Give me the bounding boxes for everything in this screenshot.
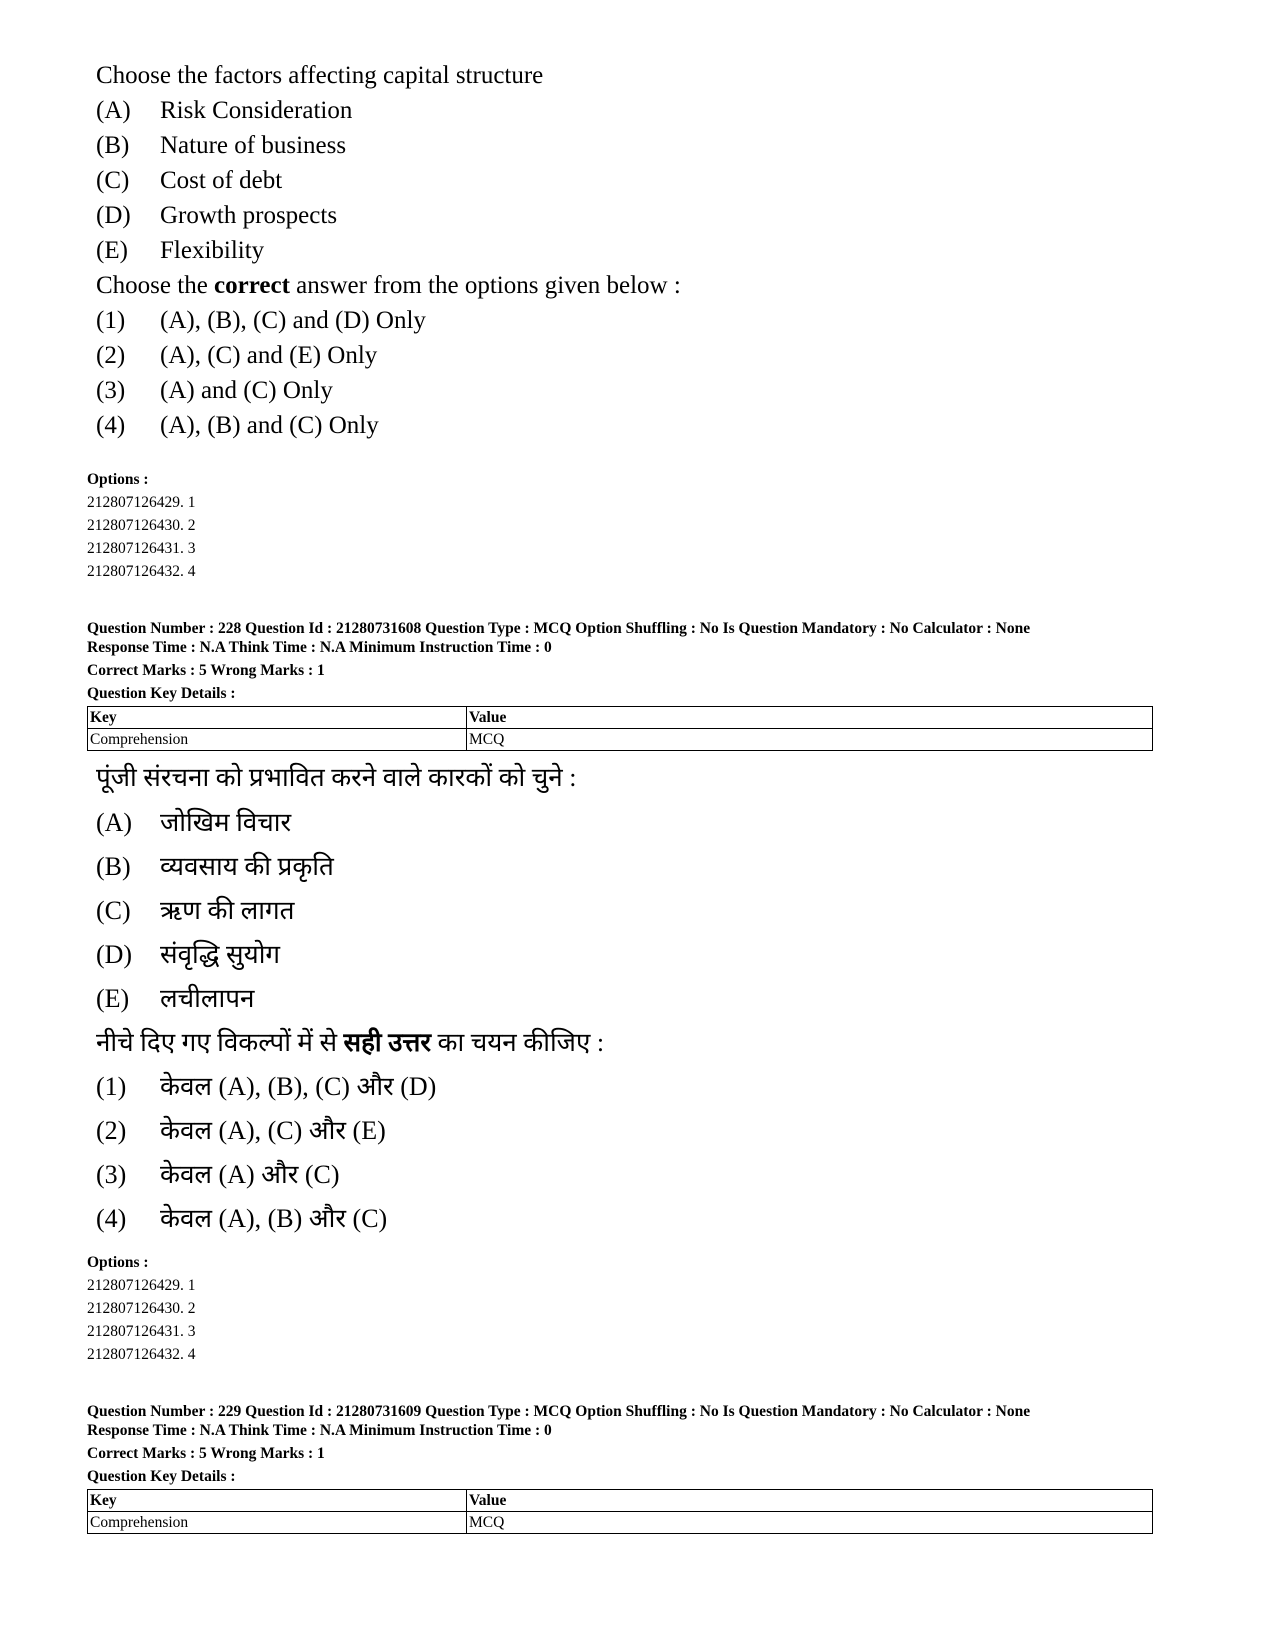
choice-text: केवल (A), (B), (C) और (D): [160, 1072, 437, 1101]
table-cell-key: Comprehension: [88, 1512, 467, 1534]
question-meta: Question Number : 229 Question Id : 21280731609 Question Type : MCQ Option Shuffling : No Is Question Mandatory : No Calculator : None: [87, 1403, 1031, 1420]
item-text: व्यवसाय की प्रकृति: [160, 852, 334, 881]
item-label: (A): [96, 808, 133, 837]
table-cell-value: MCQ: [467, 729, 1153, 751]
choice-text: (A), (B), (C) and (D) Only: [160, 307, 426, 334]
answer-choice: [96, 306, 426, 336]
choice-text: (A), (C) and (E) Only: [160, 342, 378, 369]
answer-choice: [96, 1116, 386, 1146]
table-header-key: Key: [88, 1490, 467, 1512]
choice-label: (4): [96, 1204, 127, 1233]
list-item: [96, 96, 352, 126]
item-text: संवृद्धि सुयोग: [160, 940, 281, 969]
item-text: लचीलापन: [160, 984, 255, 1013]
question-meta-timing: Response Time : N.A Think Time : N.A Minimum Instruction Time : 0: [87, 1422, 552, 1439]
key-details-table: [87, 1489, 1153, 1534]
item-label: (D): [96, 940, 133, 969]
list-item: [96, 984, 254, 1014]
instruction-text-hindi: नीचे दिए गए विकल्पों में से सही उत्तर का चयन कीजिए :: [96, 1028, 605, 1057]
choice-text: केवल (A) और (C): [160, 1160, 340, 1189]
item-label: (C): [96, 167, 130, 194]
list-item: [96, 166, 282, 196]
list-item: [96, 940, 280, 970]
table-row: [88, 1512, 1153, 1534]
question-marks: Correct Marks : 5 Wrong Marks : 1: [87, 662, 325, 679]
item-label: (E): [96, 237, 128, 264]
answer-choice: [96, 411, 379, 441]
table-row: [88, 729, 1153, 751]
table-row: [88, 1490, 1153, 1512]
choice-label: (2): [96, 342, 126, 369]
answer-choice: [96, 376, 333, 406]
item-label: (D): [96, 202, 131, 229]
choice-label: (2): [96, 1116, 127, 1145]
item-label: (A): [96, 97, 131, 124]
item-label: (B): [96, 132, 130, 159]
option-id: 212807126432. 4: [87, 1346, 196, 1363]
item-label: (E): [96, 984, 130, 1013]
option-id: 212807126430. 2: [87, 517, 196, 534]
key-details-label: Question Key Details :: [87, 685, 236, 702]
instruction-text: Choose the correct answer from the options given below :: [96, 272, 681, 299]
item-text: Nature of business: [160, 132, 347, 159]
item-label: (B): [96, 852, 131, 881]
table-row: [88, 707, 1153, 729]
question-meta-timing: Response Time : N.A Think Time : N.A Minimum Instruction Time : 0: [87, 639, 552, 656]
item-text: ऋण की लागत: [160, 896, 295, 925]
answer-choice: [96, 1160, 340, 1190]
options-label: Options :: [87, 471, 149, 488]
list-item: [96, 236, 264, 266]
table-cell-value: MCQ: [467, 1512, 1153, 1534]
option-id: 212807126429. 1: [87, 1277, 196, 1294]
table-header-key: Key: [88, 707, 467, 729]
options-label: Options :: [87, 1254, 149, 1271]
question-text-hindi: पूंजी संरचना को प्रभावित करने वाले कारकों को चुने :: [96, 763, 577, 792]
choice-label: (1): [96, 1072, 127, 1101]
list-item: [96, 201, 337, 231]
option-id: 212807126430. 2: [87, 1300, 196, 1317]
answer-choice: [96, 1204, 387, 1234]
answer-choice: [96, 341, 377, 371]
question-marks: Correct Marks : 5 Wrong Marks : 1: [87, 1445, 325, 1462]
list-item: [96, 896, 295, 926]
choice-text: केवल (A), (C) और (E): [160, 1116, 386, 1145]
answer-choice: [96, 1072, 436, 1102]
item-text: Flexibility: [160, 237, 265, 264]
choice-text: (A) and (C) Only: [160, 377, 333, 404]
item-text: Risk Consideration: [160, 97, 353, 124]
option-id: 212807126432. 4: [87, 563, 196, 580]
list-item: [96, 808, 291, 838]
list-item: [96, 852, 334, 882]
key-details-label: Question Key Details :: [87, 1468, 236, 1485]
item-text: Growth prospects: [160, 202, 338, 229]
question-text: Choose the factors affecting capital structure: [96, 62, 544, 89]
choice-text: (A), (B) and (C) Only: [160, 412, 379, 439]
choice-label: (3): [96, 1160, 127, 1189]
choice-label: (3): [96, 377, 126, 404]
item-text: Cost of debt: [160, 167, 283, 194]
option-id: 212807126429. 1: [87, 494, 196, 511]
question-meta: Question Number : 228 Question Id : 21280731608 Question Type : MCQ Option Shuffling : No Is Question Mandatory : No Calculator : None: [87, 620, 1031, 637]
option-id: 212807126431. 3: [87, 1323, 196, 1340]
key-details-table: [87, 706, 1153, 751]
choice-text: केवल (A), (B) और (C): [160, 1204, 388, 1233]
table-header-value: Value: [467, 1490, 1153, 1512]
item-text: जोखिम विचार: [160, 808, 292, 837]
choice-label: (1): [96, 307, 126, 334]
table-cell-key: Comprehension: [88, 729, 467, 751]
list-item: [96, 131, 346, 161]
choice-label: (4): [96, 412, 126, 439]
option-id: 212807126431. 3: [87, 540, 196, 557]
table-header-value: Value: [467, 707, 1153, 729]
item-label: (C): [96, 896, 131, 925]
